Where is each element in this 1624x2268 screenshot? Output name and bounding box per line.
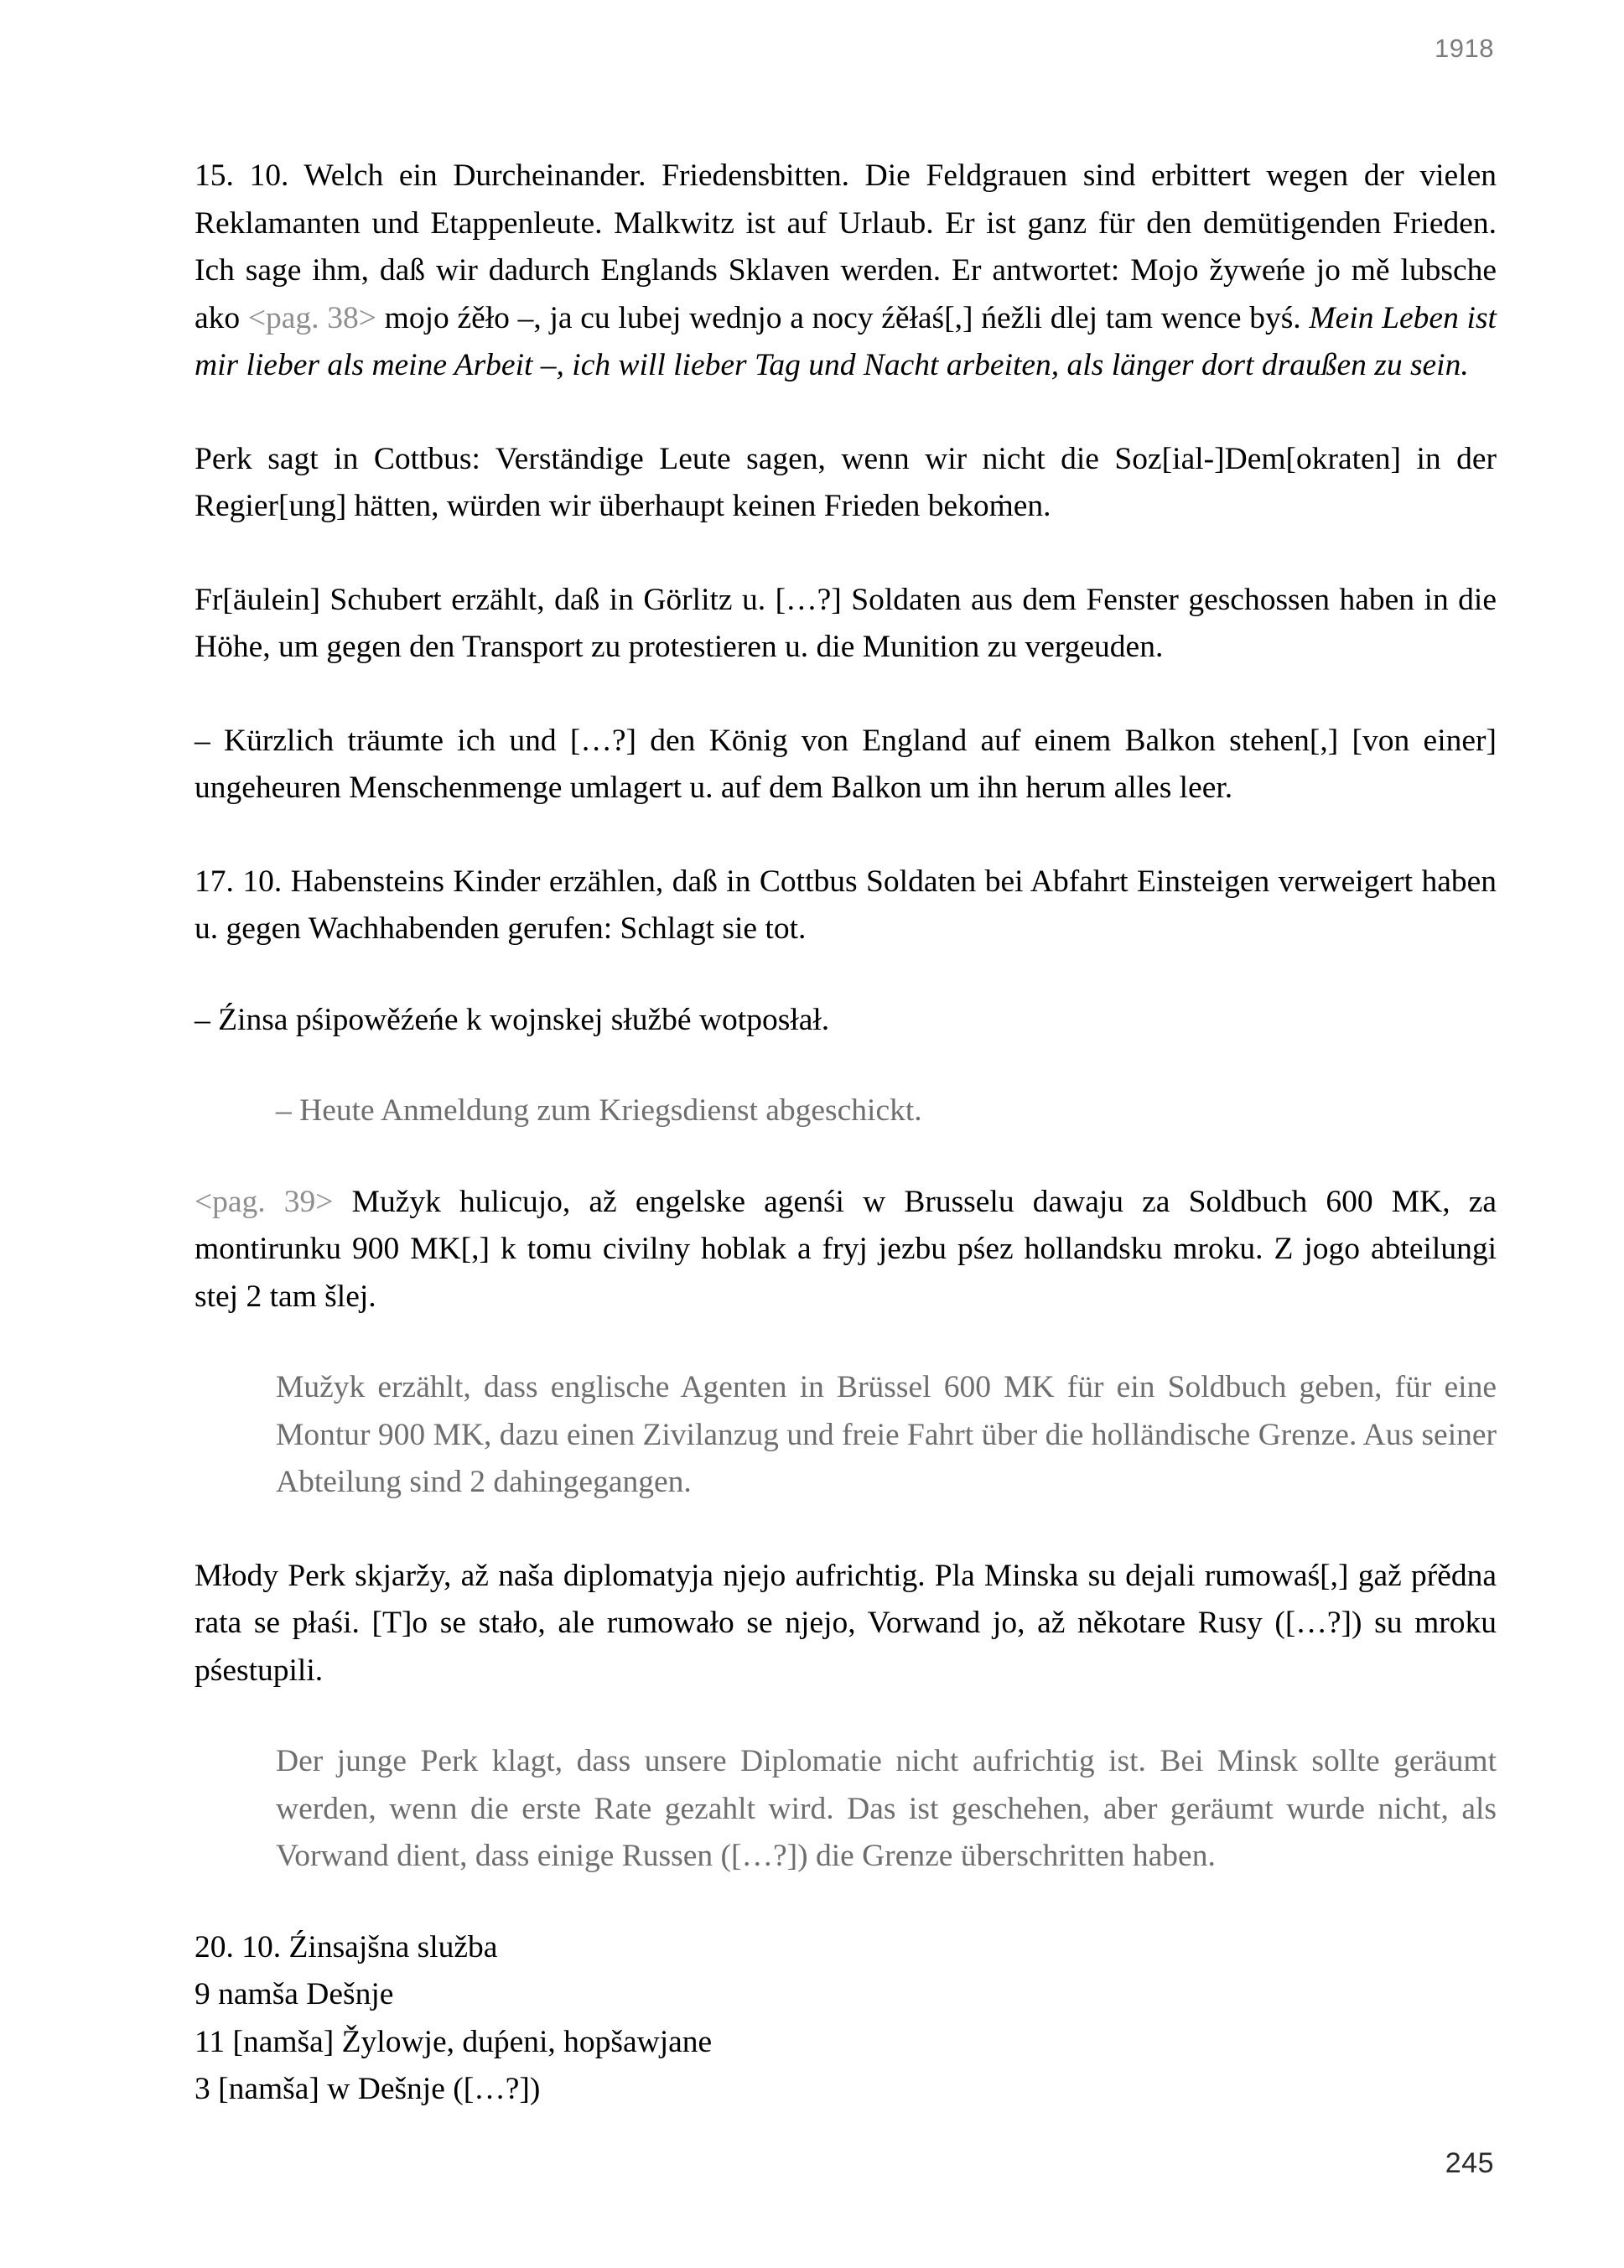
text-column — [195, 153, 1497, 2114]
paragraph-traum-koenig-england: – Kürzlich träumte ich und […?] den König von England auf einem Balkon stehen[,] [von einer] ungeheuren Menschenmenge umlagert u. auf dem Balkon um ihn herum alles leer. — [195, 723, 1497, 805]
list-item: 3 [namša] w Dešnje ([…?]) — [195, 2072, 541, 2106]
list-entry-20-10 — [195, 1924, 1497, 2114]
running-head-year: 1918 — [1435, 34, 1494, 63]
pagination-marker-38: <pag. 38> — [247, 300, 376, 335]
page-number: 245 — [1445, 2147, 1494, 2179]
paragraph-muzyk — [195, 1179, 1497, 1321]
paragraph-entry-15-10 — [195, 153, 1497, 390]
list-item: 20. 10. Źinsajšna služba — [195, 1929, 498, 1964]
list-item: 11 [namša] Žylowje, duṕeni, hopšawjane — [195, 2024, 713, 2059]
paragraph-zinsa-translation: – Heute Anmeldung zum Kriegsdienst abgeschickt. — [276, 1093, 922, 1128]
paragraph-mlody-perk-translation: Der junge Perk klagt, dass unsere Diplomatie nicht aufrichtig ist. Bei Minsk sollte geräumt werden, wenn die erste Rate gezahlt wird. Das ist geschehen, aber geräumt wurde nicht, als Vorwand dient, dass einige Russen ([…?]) die Grenze überschritten haben. — [276, 1744, 1497, 1873]
entry-15-10-german-gloss: Mein Leben ist mir lieber als meine Arbeit –, ich will lieber Tag und Nacht arbeiten, als länger dort draußen zu sein. — [195, 300, 1497, 382]
paragraph-fraeulein-schubert: Fr[äulein] Schubert erzählt, daß in Görlitz u. […?] Soldaten aus dem Fenster geschossen haben in die Höhe, um gegen den Transport zu protestieren u. die Munition zu vergeuden. — [195, 582, 1497, 664]
entry-muzyk-text: Mužyk hulicujo, až engelske agenśi w Brusselu dawaju za Soldbuch 600 MK, za montirunku 900 MK[,] k tomu civilny hoblak a fryj jezbu pśez hollandsku mroku. Z jogo abteilungi stej 2 tam šlej. — [195, 1184, 1497, 1314]
paragraph-entry-17-10: 17. 10. Habensteins Kinder erzählen, daß in Cottbus Soldaten bei Abfahrt Einsteigen verweigert haben u. gegen Wachhabenden gerufen: Schlagt sie tot. — [195, 864, 1497, 946]
paragraph-zinsa: – Źinsa pśipowěźeńe k wojnskej słužbé wotposłał. — [195, 1002, 830, 1037]
entry-15-10-part2: mojo źěło –, ja cu lubej wednjo a nocy źěłaś[,] ńežli dlej tam wence byś. — [376, 300, 1310, 335]
entry-15-10-part1: 15. 10. Welch ein Durcheinander. Friedensbitten. Die Feldgrauen sind erbittert wegen der vielen Reklamanten und Etappenleute. Malkwitz ist auf Urlaub. Er ist ganz für den demütigenden Frieden. Ich sage ihm, daß wir dadurch Englands Sklaven werden. Er antwortet: Mojo žyweńe jo mě lubsche ako — [195, 158, 1497, 335]
list-item: 9 namša Dešnje — [195, 1977, 394, 2011]
pagination-marker-39: <pag. 39> — [195, 1184, 334, 1219]
paragraph-mlody-perk: Młody Perk skjaržy, až naša diplomatyja njejo aufrichtig. Pla Minska su dejali rumowaś[,] gaž pŕědna rata se płaśi. [T]o se stało, ale rumowało se njejo, Vorwand jo, až někotare Rusy ([…?]) su mroku pśestupili. — [195, 1558, 1497, 1688]
paragraph-muzyk-translation: Mužyk erzählt, dass englische Agenten in Brüssel 600 MK für ein Soldbuch geben, für eine Montur 900 MK, dazu einen Zivilanzug und freie Fahrt über die holländische Grenze. Aus seiner Abteilung sind 2 dahingegangen. — [276, 1370, 1497, 1499]
paragraph-perk-cottbus: Perk sagt in Cottbus: Verständige Leute sagen, wenn wir nicht die Soz[ial-]Dem[okraten] in der Regier[ung] hätten, würden wir überhaupt keinen Frieden bekoṁen. — [195, 441, 1497, 523]
